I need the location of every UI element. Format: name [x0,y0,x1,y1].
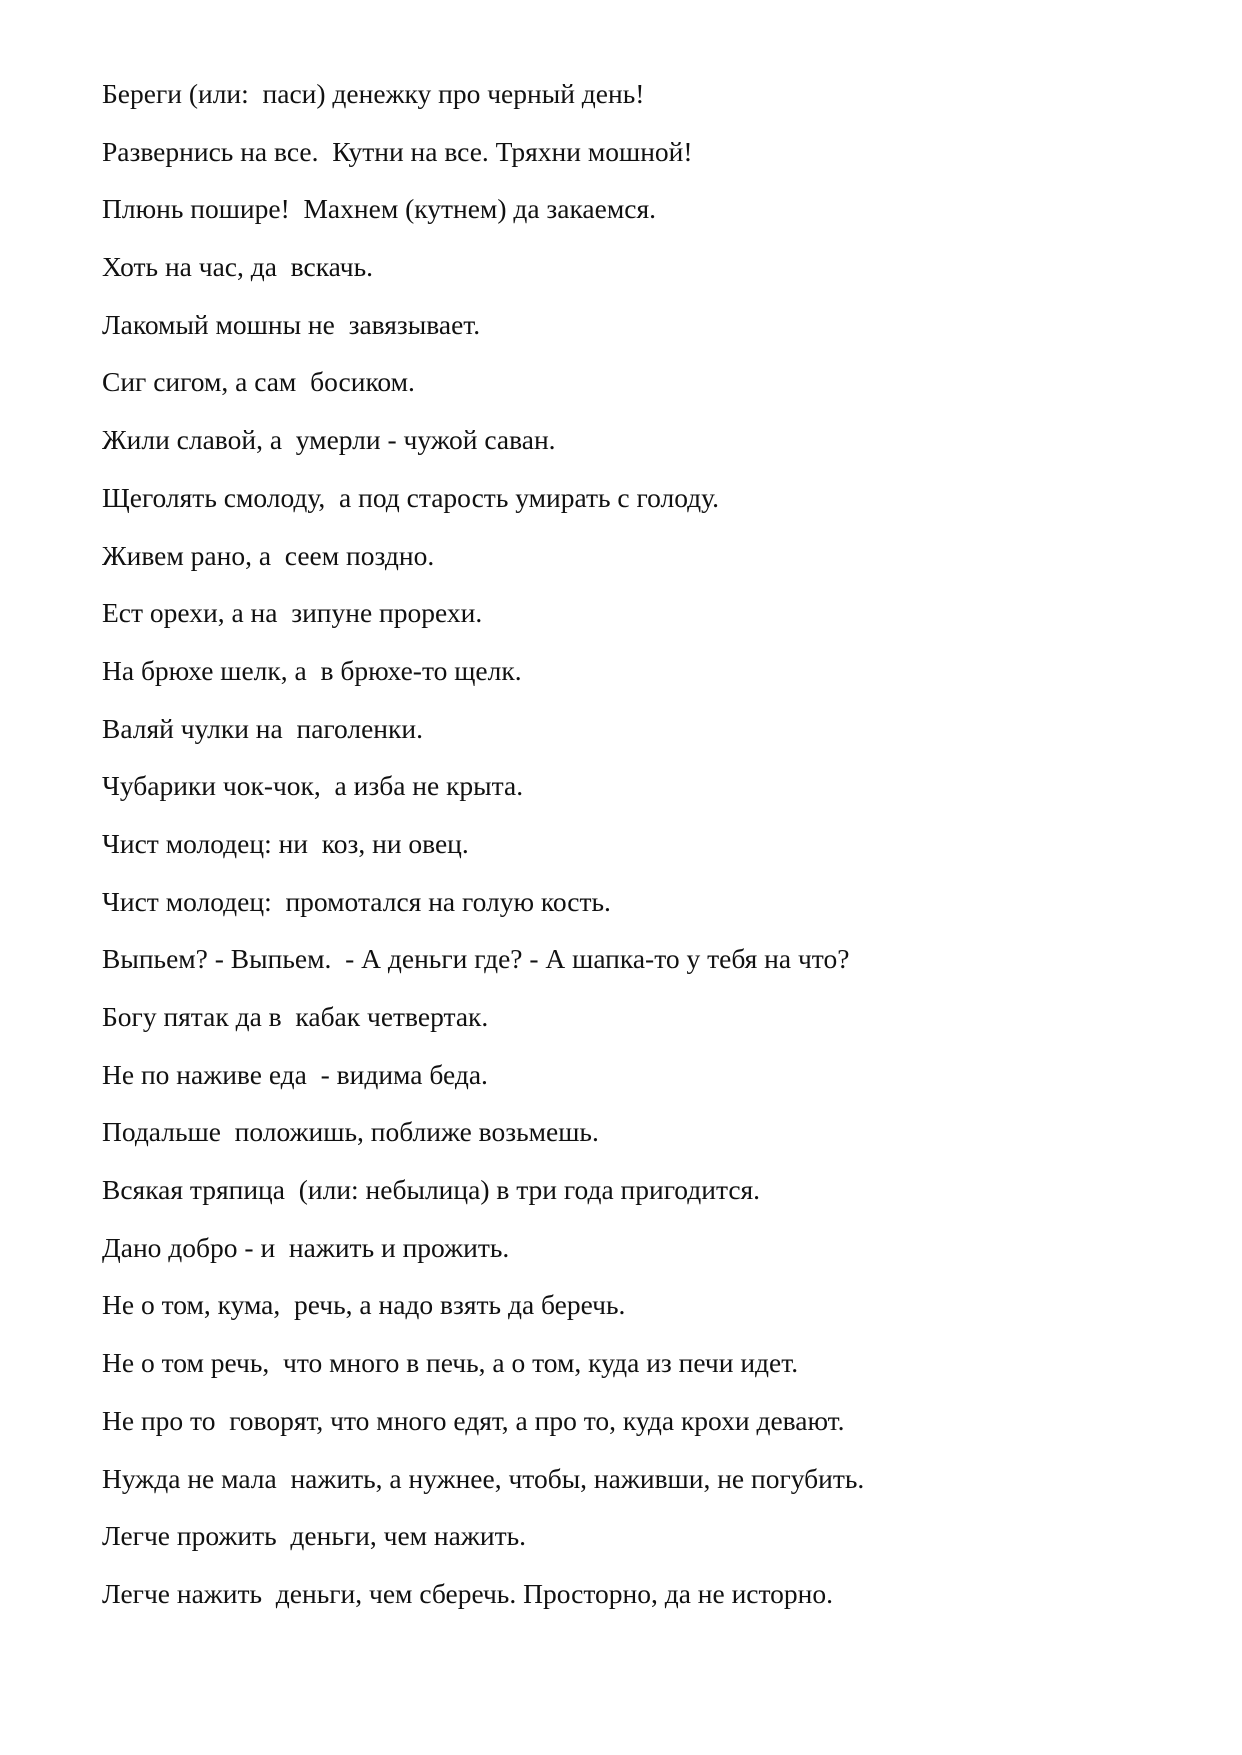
proverb-line: Плюнь пошире! Махнем (кутнем) да закаемся. [102,193,656,225]
proverb-line: Не о том, кума, речь, а надо взять да беречь. [102,1289,626,1321]
proverb-line: Чист молодец: промотался на голую кость. [102,885,611,917]
proverb-line: Легче нажить деньги, чем сберечь. Просторно, да не исторно. [102,1577,834,1609]
proverb-line: Богу пятак да в кабак четвертак. [102,1001,489,1032]
proverb-line: Береги (или: паси) денежку про черный день! [102,78,645,109]
proverb-line: Подальше положишь, поближе возьмешь. [102,1116,599,1148]
proverb-line: Лакомый мошны не завязывает. [102,308,481,340]
proverb-line: Не о том речь, что много в печь, а о том, куда из печи идет. [102,1347,799,1379]
proverb-line: Развернись на все. Кутни на все. Тряхни мошной! [102,135,693,167]
proverb-line: Сиг сигом, а сам босиком. [102,366,415,398]
proverb-line: Щеголять смолоду, а под старость умирать с голоду. [102,481,720,513]
proverb-line: Легче прожить деньги, чем нажить. [102,1520,527,1552]
proverb-line: Не про то говорят, что много едят, а про то, куда крохи девают. [102,1404,845,1436]
proverb-line: Чубарики чок-чок, а изба не крыта. [102,770,524,802]
proverb-line: Чист молодец: ни коз, ни овец. [102,827,469,859]
proverb-line: Всякая тряпица (или: небылица) в три года пригодится. [102,1174,761,1206]
proverb-line: Дано добро - и нажить и прожить. [102,1231,510,1263]
proverb-line: Жили славой, а умерли - чужой саван. [102,424,556,456]
proverb-line: Валяй чулки на паголенки. [102,712,423,744]
proverb-line: Не по наживе еда - видима беда. [102,1058,488,1090]
proverb-line: Нужда не мала нажить, а нужнее, чтобы, наживши, не погубить. [102,1462,865,1494]
proverb-line: Ест орехи, а на зипуне прорехи. [102,597,483,629]
proverb-list [102,80,1162,1638]
proverb-line: Живем рано, а сеем поздно. [102,539,435,571]
proverb-line: На брюхе шелк, а в брюхе-то щелк. [102,654,522,686]
proverb-line: Выпьем? - Выпьем. - А деньги где? - А шапка-то у тебя на что? [102,943,850,975]
proverb-line: Хоть на час, да вскачь. [102,251,374,283]
